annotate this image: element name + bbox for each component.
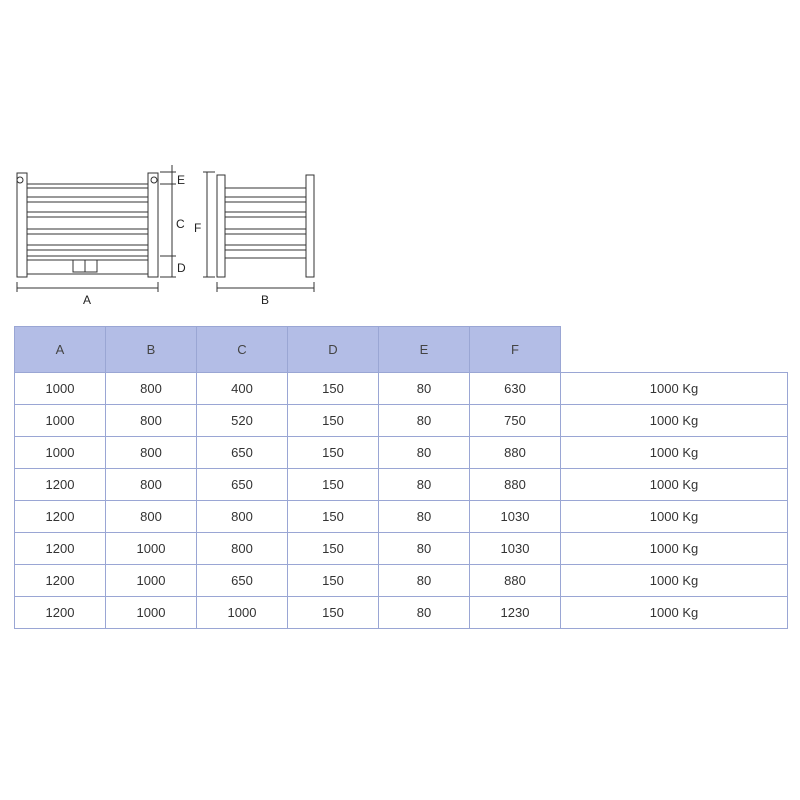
table-cell: 80 [379, 565, 470, 597]
front-view [17, 165, 176, 292]
table-cell: 150 [288, 405, 379, 437]
table-cell: 880 [470, 437, 561, 469]
table-header-row [15, 327, 788, 373]
table-cell: 1000 Kg [561, 373, 788, 405]
table-cell: 1200 [15, 469, 106, 501]
dim-label-b: B [261, 293, 270, 307]
side-view [203, 172, 314, 292]
dim-label-d: D [177, 261, 186, 275]
table-cell: 650 [197, 469, 288, 501]
header-b: B [106, 327, 197, 373]
table-cell: 1200 [15, 565, 106, 597]
table-cell: 1000 [15, 437, 106, 469]
table-row [15, 501, 788, 533]
header-e: E [379, 327, 470, 373]
table-cell: 650 [197, 565, 288, 597]
table-cell: 150 [288, 501, 379, 533]
table-cell: 150 [288, 597, 379, 629]
table-row [15, 533, 788, 565]
table-cell: 800 [106, 437, 197, 469]
dim-label-f: F [194, 221, 202, 235]
header-a: A [15, 327, 106, 373]
table-cell: 1000 Kg [561, 597, 788, 629]
table-cell: 400 [197, 373, 288, 405]
table-cell: 1230 [470, 597, 561, 629]
table-cell: 150 [288, 469, 379, 501]
table-cell: 1030 [470, 533, 561, 565]
table-cell: 1000 [106, 533, 197, 565]
table-cell: 150 [288, 565, 379, 597]
table-row [15, 405, 788, 437]
table-cell: 880 [470, 565, 561, 597]
table-cell: 80 [379, 437, 470, 469]
table-cell: 1200 [15, 501, 106, 533]
table-cell: 80 [379, 597, 470, 629]
table-cell: 1000 [15, 373, 106, 405]
table-cell: 1200 [15, 533, 106, 565]
table-cell: 1000 Kg [561, 501, 788, 533]
table-cell: 1000 [15, 405, 106, 437]
table-cell: 800 [106, 373, 197, 405]
table-cell: 150 [288, 533, 379, 565]
table-cell: 1000 [106, 597, 197, 629]
dim-label-e: E [177, 173, 186, 187]
table-cell: 150 [288, 373, 379, 405]
table-row [15, 469, 788, 501]
table-cell: 1000 [197, 597, 288, 629]
dim-label-a: A [83, 293, 92, 307]
header-capacity [561, 327, 788, 373]
table-cell: 1000 Kg [561, 469, 788, 501]
table-cell: 880 [470, 469, 561, 501]
table-cell: 1000 Kg [561, 405, 788, 437]
table-cell: 1000 [106, 565, 197, 597]
table-cell: 80 [379, 405, 470, 437]
header-f: F [470, 327, 561, 373]
table-cell: 800 [106, 469, 197, 501]
table-cell: 1000 Kg [561, 437, 788, 469]
table-cell: 80 [379, 501, 470, 533]
table-cell: 800 [197, 501, 288, 533]
table-cell: 650 [197, 437, 288, 469]
header-c: C [197, 327, 288, 373]
table-cell: 520 [197, 405, 288, 437]
table-row [15, 565, 788, 597]
table-cell: 80 [379, 469, 470, 501]
table-cell: 800 [197, 533, 288, 565]
table-row [15, 373, 788, 405]
table-cell: 1030 [470, 501, 561, 533]
dim-label-c: C [176, 217, 185, 231]
table-cell: 800 [106, 405, 197, 437]
table-cell: 800 [106, 501, 197, 533]
table-cell: 750 [470, 405, 561, 437]
table-cell: 80 [379, 373, 470, 405]
table-cell: 630 [470, 373, 561, 405]
container-dimension-drawing [0, 150, 340, 320]
table-cell: 1200 [15, 597, 106, 629]
table-cell: 1000 Kg [561, 565, 788, 597]
header-d: D [288, 327, 379, 373]
table-cell: 1000 Kg [561, 533, 788, 565]
table-row [15, 597, 788, 629]
dimensions-table [14, 326, 788, 629]
table-row [15, 437, 788, 469]
table-cell: 80 [379, 533, 470, 565]
table-cell: 150 [288, 437, 379, 469]
